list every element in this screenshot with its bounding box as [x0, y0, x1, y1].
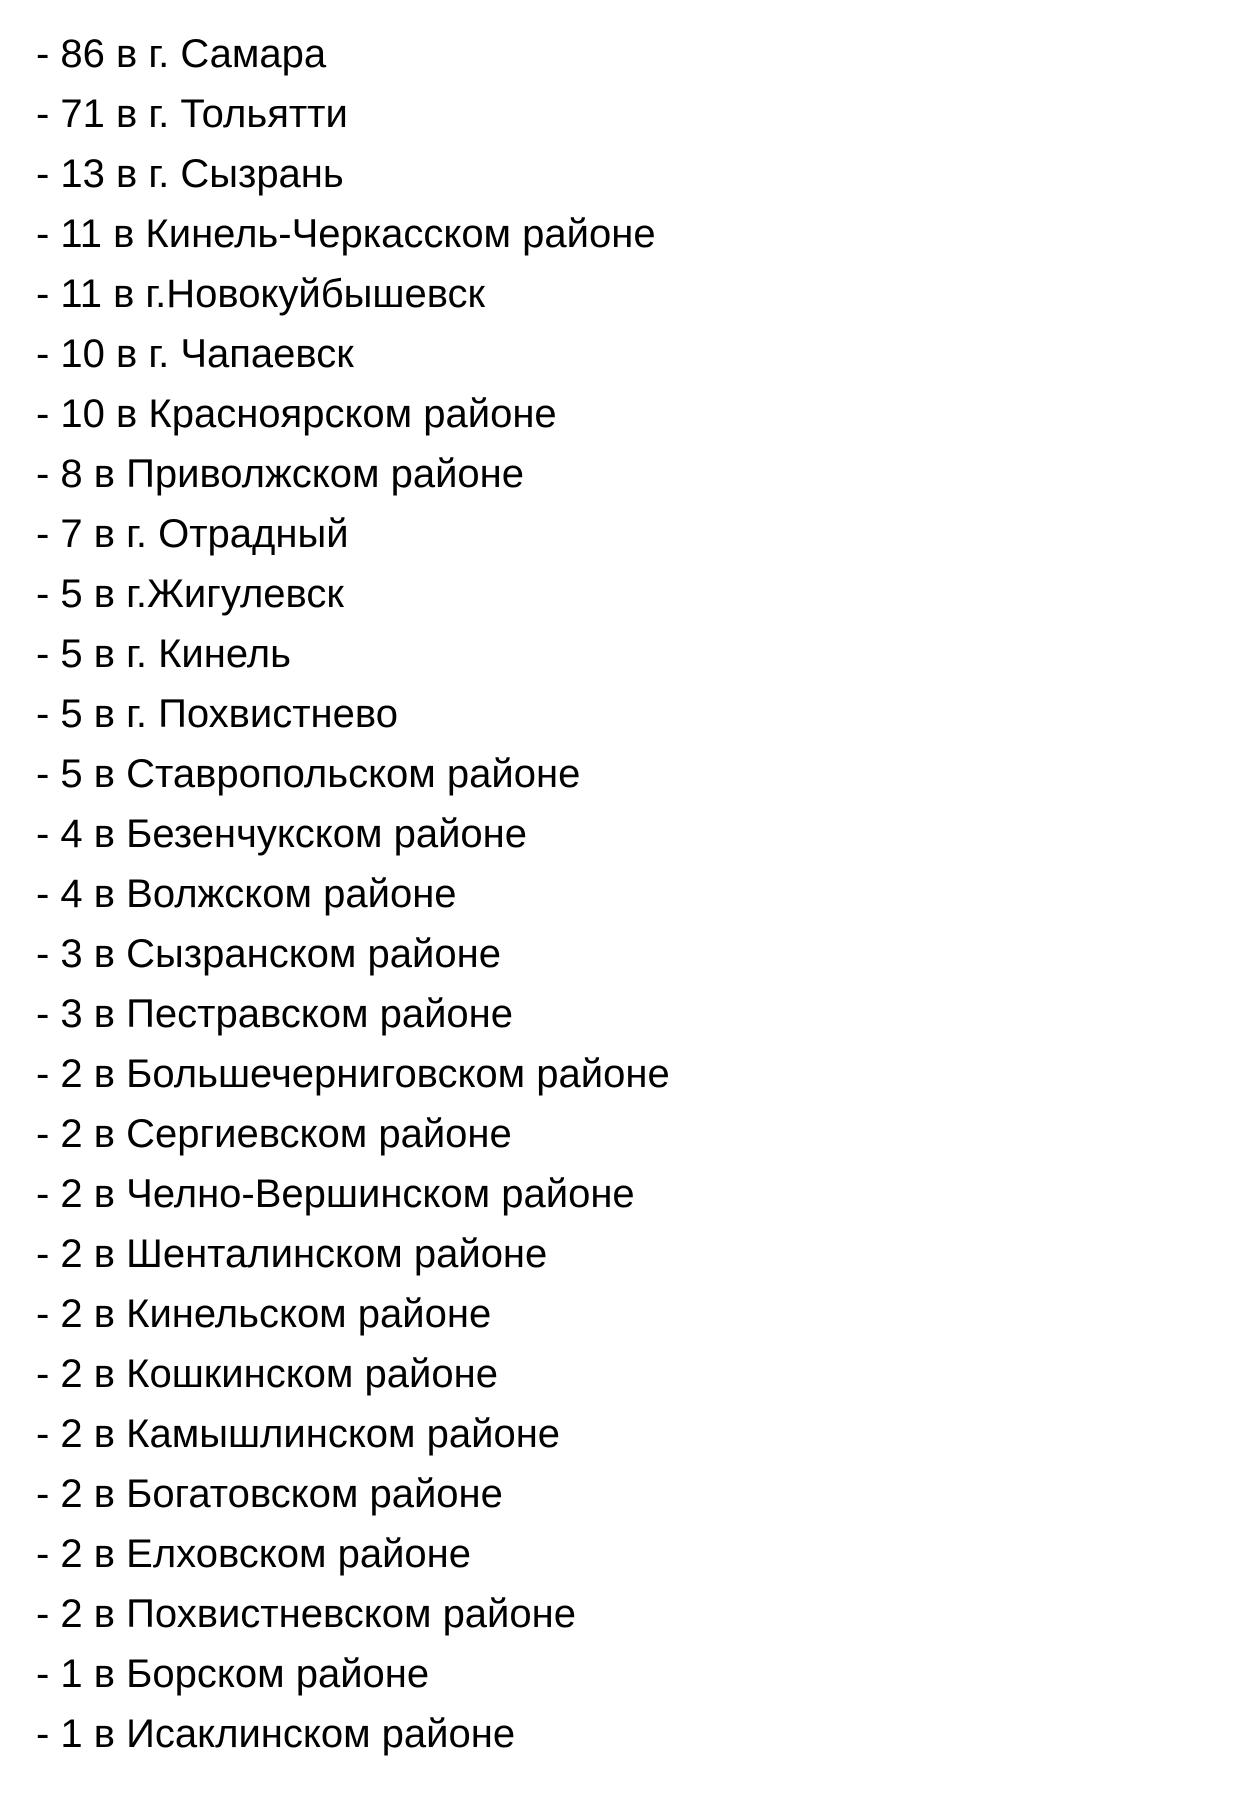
list-item: - 3 в Сызранском районе [36, 932, 501, 976]
list-item: - 86 в г. Самара [36, 32, 327, 76]
list-item: - 2 в Шенталинском районе [36, 1232, 548, 1276]
list-item: - 11 в Кинель-Черкасском районе [36, 212, 656, 256]
list-item: - 1 в Исаклинском районе [36, 1712, 516, 1756]
list-item: - 2 в Богатовском районе [36, 1472, 503, 1516]
list-item: - 2 в Камышлинском районе [36, 1412, 561, 1456]
list-item: - 5 в г. Кинель [36, 632, 291, 676]
list-item: - 5 в Ставропольском районе [36, 752, 581, 796]
list-item: - 2 в Кошкинском районе [36, 1352, 498, 1396]
list-item: - 2 в Сергиевском районе [36, 1112, 512, 1156]
list-item: - 4 в Волжском районе [36, 872, 457, 916]
list-item: - 10 в Красноярском районе [36, 392, 557, 436]
list-item: - 11 в г.Новокуйбышевск [36, 272, 486, 316]
list-item: - 2 в Челно-Вершинском районе [36, 1172, 635, 1216]
list-item: - 4 в Безенчукском районе [36, 812, 528, 856]
list-item: - 5 в г. Похвистнево [36, 692, 398, 736]
list-item: - 8 в Приволжском районе [36, 452, 524, 496]
list-item: - 71 в г. Тольятти [36, 92, 348, 136]
list-item: - 2 в Большечерниговском районе [36, 1052, 670, 1096]
list-item: - 3 в Пестравском районе [36, 992, 513, 1036]
list-item: - 2 в Кинельском районе [36, 1292, 492, 1336]
list-item: - 7 в г. Отрадный [36, 512, 349, 556]
list-item: - 13 в г. Сызрань [36, 152, 344, 196]
list-item: - 2 в Похвистневском районе [36, 1592, 576, 1636]
list-item: - 5 в г.Жигулевск [36, 572, 344, 616]
cases-list [36, 24, 670, 1764]
list-item: - 2 в Елховском районе [36, 1532, 471, 1576]
list-item: - 10 в г. Чапаевск [36, 332, 354, 376]
list-item: - 1 в Борском районе [36, 1652, 430, 1696]
